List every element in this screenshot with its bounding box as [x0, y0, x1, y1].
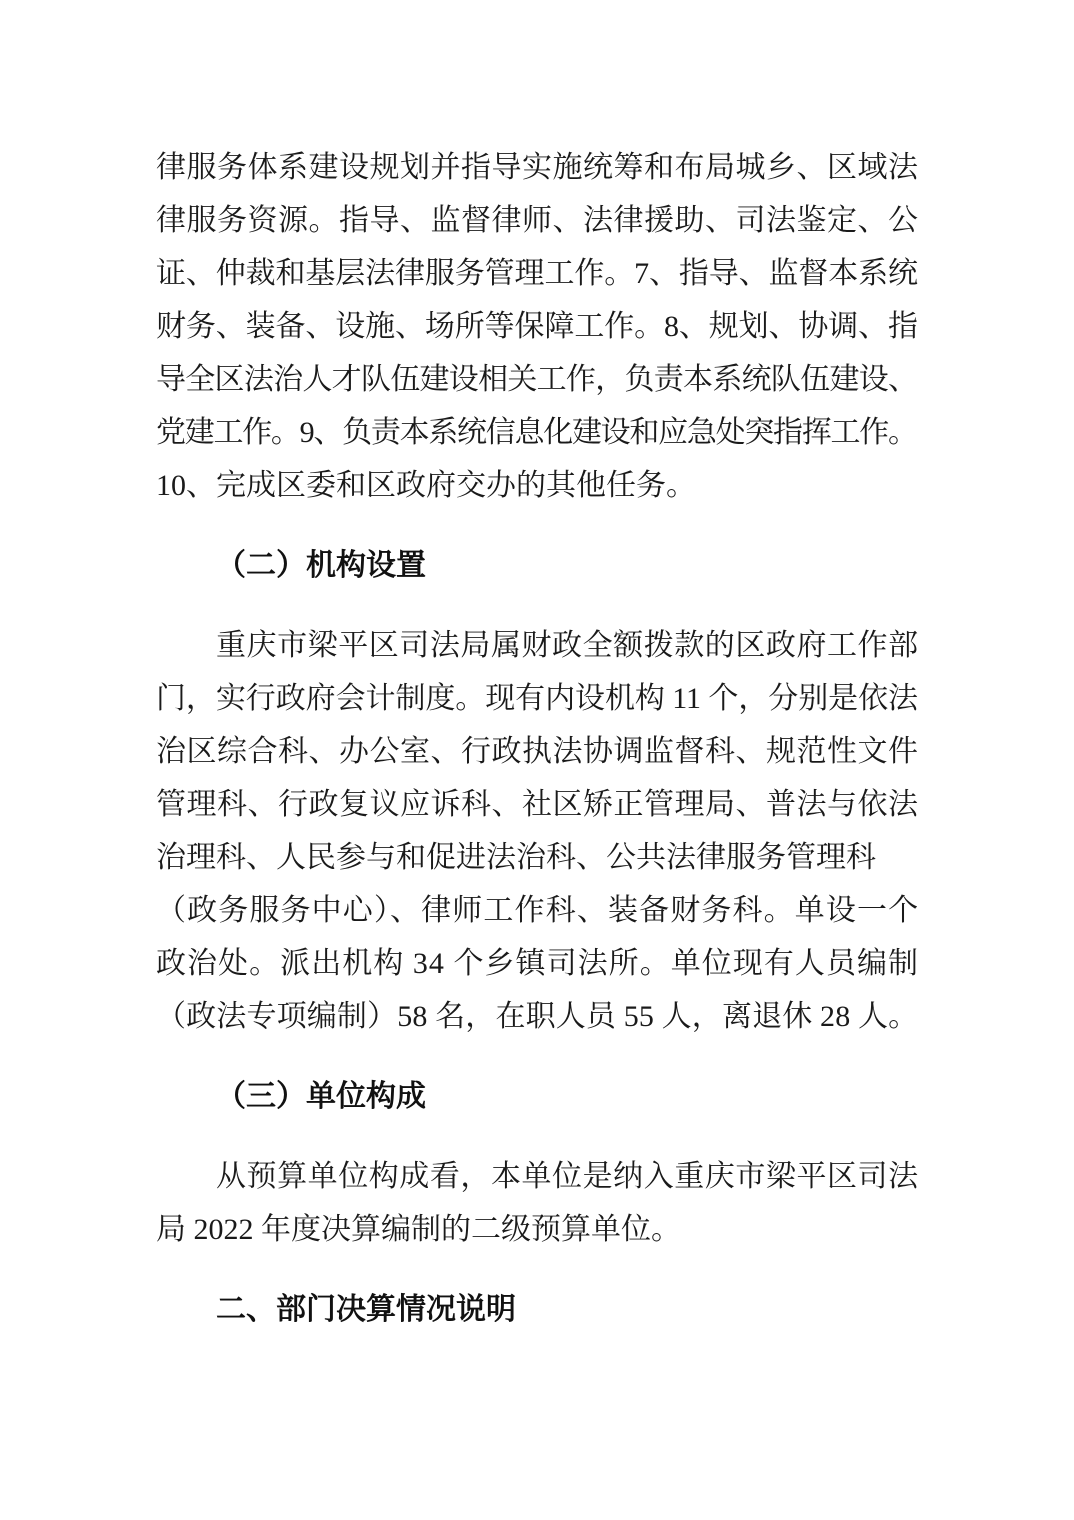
body-line: 10、完成区委和区政府交办的其他任务。: [156, 469, 696, 502]
body-line: 律服务资源。指导、监督律师、法律援助、司法鉴定、公: [156, 204, 919, 237]
body-line: 门，实行政府会计制度。现有内设机构 11 个，分别是依法: [156, 682, 918, 715]
body-line: 管理科、行政复议应诉科、社区矫正管理局、普法与依法: [156, 788, 919, 821]
body-line: （政法专项编制）58 名，在职人员 55 人，离退休 28 人。: [156, 1000, 919, 1033]
paragraph-unit-composition: [156, 1150, 918, 1256]
body-line: 局 2022 年度决算编制的二级预算单位。: [156, 1213, 681, 1246]
page-text-content: [156, 141, 918, 1363]
body-line: 律服务体系建设规划并指导实施统筹和布局城乡、区域法: [156, 151, 919, 184]
paragraph-organization-setup: [156, 619, 918, 1043]
body-line: 重庆市梁平区司法局属财政全额拨款的区政府工作部: [216, 629, 919, 662]
body-line: 政治处。派出机构 34 个乡镇司法所。单位现有人员编制: [156, 947, 920, 980]
section-heading-organization-setup: （二）机构设置: [216, 549, 426, 582]
body-line: 证、仲裁和基层法律服务管理工作。7、指导、监督本系统: [156, 257, 918, 290]
body-line: 党建工作。9、负责本系统信息化建设和应急处突指挥工作。: [156, 416, 917, 449]
body-line: 治理科、人民参与和促进法治科、公共法律服务管理科: [156, 841, 876, 874]
body-line: 治区综合科、办公室、行政执法协调监督科、规范性文件: [156, 735, 919, 768]
section-heading-final-accounts-explanation: 二、部门决算情况说明: [216, 1293, 516, 1326]
body-line: 导全区法治人才队伍建设相关工作，负责本系统队伍建设、: [156, 363, 918, 396]
paragraph-duties-continuation: [156, 141, 918, 512]
section-heading-unit-composition: （三）单位构成: [216, 1080, 426, 1113]
body-line: （政务服务中心）、律师工作科、装备财务科。单设一个: [156, 894, 920, 927]
body-line: 财务、装备、设施、场所等保障工作。8、规划、协调、指: [156, 310, 918, 343]
body-line: 从预算单位构成看，本单位是纳入重庆市梁平区司法: [216, 1160, 919, 1193]
